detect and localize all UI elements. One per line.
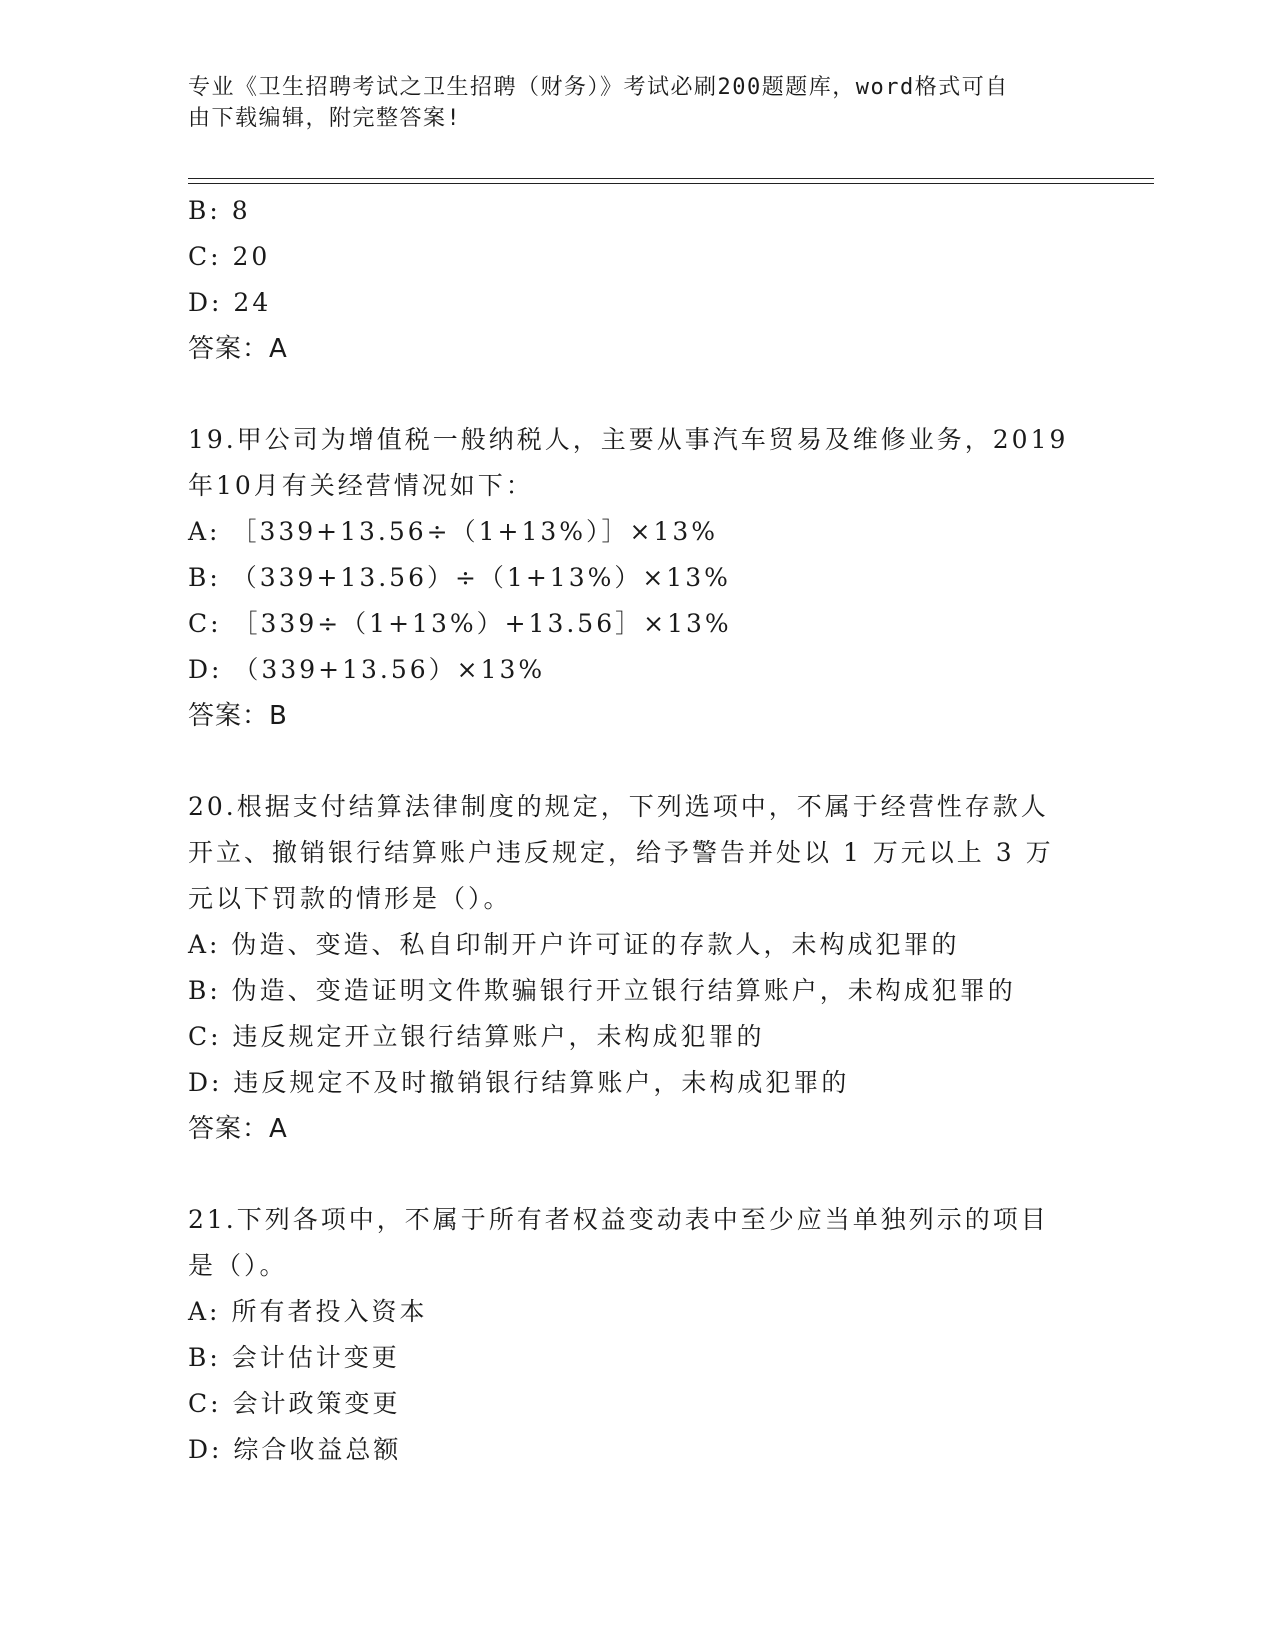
option-c — [188, 234, 1088, 280]
option-text: 会计政策变更 — [232, 1389, 401, 1418]
prev-question — [188, 188, 1088, 372]
question-stem-line: 是（）。 — [188, 1251, 288, 1280]
option-label: B: — [188, 196, 221, 225]
option-text: 20 — [232, 242, 271, 271]
option-b — [188, 188, 1088, 234]
header-divider-bottom — [188, 183, 1154, 184]
option-text: 伪造、变造、私自印制开户许可证的存款人，未构成犯罪的 — [231, 930, 960, 959]
question-text: 下列各项中，不属于所有者权益变动表中至少应当单独列示的项目 — [236, 1205, 1049, 1234]
answer: 答案：B — [188, 701, 288, 731]
option-text: ［339÷（1+13%）+13.56］×13% — [232, 609, 732, 638]
option-b — [188, 1335, 1088, 1381]
question-stem-line — [188, 1197, 1088, 1243]
option-label: A: — [188, 517, 221, 546]
option-text: 所有者投入资本 — [231, 1297, 428, 1326]
question-stem-line — [188, 417, 1088, 463]
option-text: 24 — [233, 288, 272, 317]
option-label: B: — [188, 1343, 221, 1372]
option-b — [188, 555, 1088, 601]
question-stem-line — [188, 784, 1088, 830]
header-line-2: 由下载编辑，附完整答案! — [188, 106, 462, 131]
option-d — [188, 647, 1088, 693]
option-label: D: — [188, 1068, 223, 1097]
option-text: ［339+13.56÷（1+13%）］×13% — [231, 517, 719, 546]
option-text: 会计估计变更 — [231, 1343, 400, 1372]
question-number: 21. — [188, 1205, 237, 1234]
question-21 — [188, 1197, 1088, 1473]
option-label: C: — [188, 1022, 222, 1051]
option-text: 综合收益总额 — [233, 1435, 402, 1464]
option-text: （339+13.56）÷（1+13%）×13% — [231, 563, 731, 592]
question-stem-line: 年10月有关经营情况如下： — [188, 471, 534, 500]
option-text: 伪造、变造证明文件欺骗银行开立银行结算账户，未构成犯罪的 — [231, 976, 1016, 1005]
option-b — [188, 968, 1088, 1014]
question-stem-line: 开立、撤销银行结算账户违反规定，给予警告并处以 1 万元以上 3 万 — [188, 838, 1054, 867]
question-number: 19. — [188, 425, 237, 454]
option-text: 8 — [231, 196, 251, 225]
option-a — [188, 1289, 1088, 1335]
header-divider-top — [188, 178, 1154, 179]
answer: 答案：A — [188, 1114, 288, 1144]
option-text: （339+13.56）×13% — [233, 655, 546, 684]
option-d — [188, 1060, 1088, 1106]
option-d — [188, 1427, 1088, 1473]
option-c — [188, 601, 1088, 647]
question-text: 甲公司为增值税一般纳税人，主要从事汽车贸易及维修业务，2019 — [236, 425, 1069, 454]
option-label: C: — [188, 1389, 222, 1418]
question-20 — [188, 784, 1088, 1152]
option-label: D: — [188, 1435, 223, 1464]
question-19 — [188, 417, 1088, 739]
question-number: 20. — [188, 792, 237, 821]
option-label: A: — [188, 1297, 221, 1326]
answer: 答案：A — [188, 334, 288, 364]
option-a — [188, 509, 1088, 555]
option-label: D: — [188, 655, 223, 684]
option-label: B: — [188, 563, 221, 592]
option-label: A: — [188, 930, 221, 959]
option-label: C: — [188, 609, 222, 638]
option-d — [188, 280, 1088, 326]
option-text: 违反规定不及时撤销银行结算账户，未构成犯罪的 — [233, 1068, 850, 1097]
option-text: 违反规定开立银行结算账户，未构成犯罪的 — [232, 1022, 765, 1051]
document-header — [188, 72, 1068, 134]
option-a — [188, 922, 1088, 968]
header-line-1: 专业《卫生招聘考试之卫生招聘（财务）》考试必刷200题题库，word格式可自 — [188, 75, 1009, 100]
question-stem-line: 元以下罚款的情形是（）。 — [188, 884, 512, 913]
option-c — [188, 1014, 1088, 1060]
option-label: D: — [188, 288, 223, 317]
option-label: C: — [188, 242, 222, 271]
question-list — [188, 188, 1088, 1473]
question-text: 根据支付结算法律制度的规定，下列选项中，不属于经营性存款人 — [236, 792, 1049, 821]
option-label: B: — [188, 976, 221, 1005]
option-c — [188, 1381, 1088, 1427]
